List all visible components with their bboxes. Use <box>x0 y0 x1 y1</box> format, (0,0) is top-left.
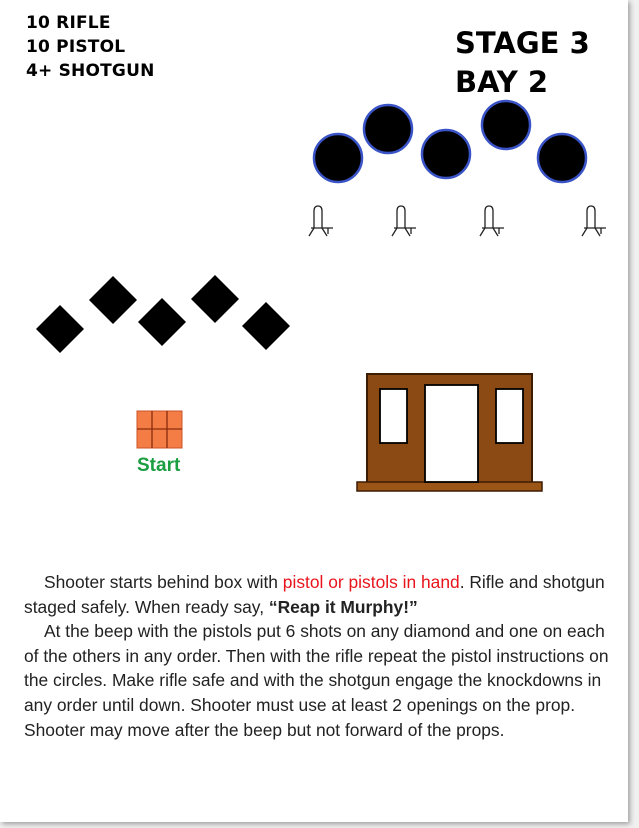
highlight-text: pistol or pistols in hand <box>282 572 460 592</box>
shotgun-count: 4+ SHOTGUN <box>26 61 155 81</box>
instruction-text: Shooter starts behind box with <box>44 572 283 592</box>
diamond-target <box>89 276 137 324</box>
rifle-count: 10 RIFLE <box>26 13 111 33</box>
instructions-paragraph-2: At the beep with the pistols put 6 shots on any diamond and one on each of the others in any order. Then with the rifle repeat the pistol instructions on the circles. Make rifle safe and with the shotgun engage the knockdowns in any order until down. Shooter must use at least 2 openings on the prop. Shooter may move after the beep but not forward of the props. <box>24 621 609 740</box>
diamond-target <box>242 302 290 350</box>
knockdown-targets <box>309 206 606 236</box>
bay-title: BAY 2 <box>455 65 549 99</box>
circle-targets <box>314 101 586 182</box>
prop-door-center <box>425 385 478 482</box>
circle-target <box>482 101 530 149</box>
instructions-paragraph-1 <box>24 570 614 619</box>
prop-window-left <box>380 389 407 443</box>
diamond-target <box>138 298 186 346</box>
circle-target <box>422 130 470 178</box>
knockdown-target <box>309 206 333 236</box>
diamond-target <box>191 275 239 323</box>
start-box <box>137 411 182 448</box>
prop-base <box>357 482 542 491</box>
pistol-count: 10 PISTOL <box>26 37 126 57</box>
stage-title: STAGE 3 <box>455 26 590 60</box>
knockdown-target <box>582 206 606 236</box>
knockdown-target <box>392 206 416 236</box>
start-command-quote: “Reap it Murphy!” <box>268 596 418 617</box>
knockdown-target <box>480 206 504 236</box>
diamond-targets <box>36 275 290 353</box>
circle-target <box>364 105 412 153</box>
circle-target <box>538 134 586 182</box>
prop-window-right <box>496 389 523 443</box>
circle-target <box>314 134 362 182</box>
prop-wall <box>357 374 542 491</box>
instruction-text: . Rifle and shotgun staged safely. When ready say, <box>24 572 605 617</box>
diamond-target <box>36 305 84 353</box>
start-label: Start <box>137 455 181 476</box>
stage-instructions <box>24 570 614 742</box>
